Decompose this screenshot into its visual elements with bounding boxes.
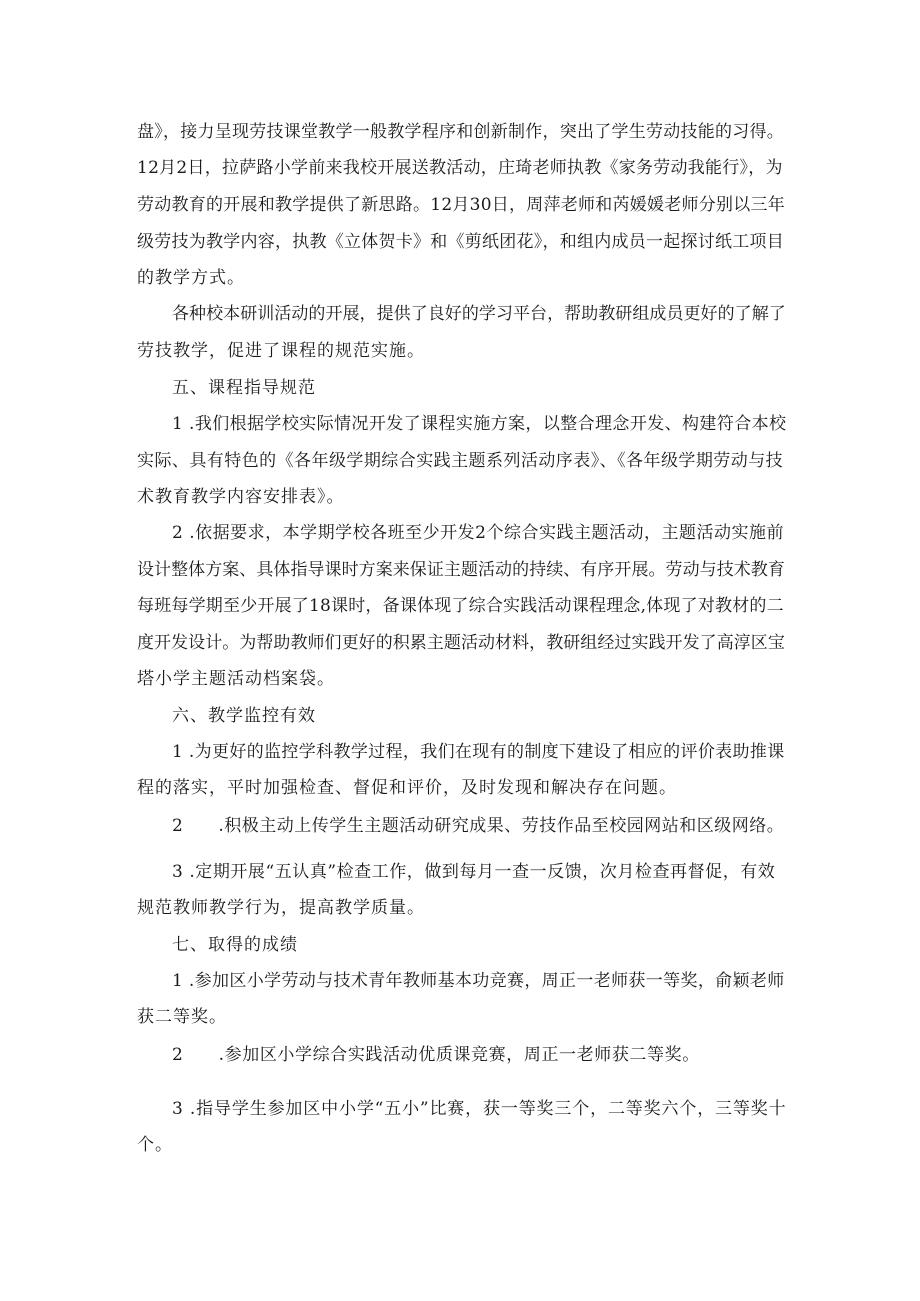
section-heading: 五、课程指导规范 <box>172 378 316 398</box>
text-line: 2 .依据要求，本学期学校各班至少开发2个综合实践主题活动，主题活动实施前 <box>172 523 784 543</box>
text-line: 程的落实，平时加强检查、督促和评价，及时发现和解决存在问题。 <box>137 778 677 798</box>
text-line: 实际、具有特色的《各年级学期综合实践主题系列活动序表》、《各年级学期劳动与技 <box>137 451 784 471</box>
section-heading: 六、教学监控有效 <box>172 706 316 726</box>
text-line: 个。 <box>137 1135 173 1155</box>
text-line: 3 .定期开展“五认真”检查工作，做到每月一查一反馈，次月检查再督促，有效 <box>172 862 776 882</box>
text-line: 2 .参加区小学综合实践活动优质课竞赛，周正一老师获二等奖。 <box>172 1045 700 1065</box>
text-line: 的教学方式。 <box>137 268 245 288</box>
section-heading: 七、取得的成绩 <box>172 935 298 955</box>
text-line: 12月2日，拉萨路小学前来我校开展送教活动，庄琦老师执教《家务劳动我能行》，为 <box>137 158 783 178</box>
text-line: 3 .指导学生参加区中小学“五小”比赛，获一等奖三个，二等奖六个，三等奖十 <box>172 1099 787 1119</box>
text-line: 术教育教学内容安排表》。 <box>137 487 345 507</box>
text-line: 2 .积极主动上传学生主题活动研究成果、劳技作品至校园网站和区级网络。 <box>172 816 785 836</box>
text-line: 1 .为更好的监控学科教学过程，我们在现有的制度下建设了相应的评价表助推课 <box>172 742 785 762</box>
text-line: 盘》，接力呈现劳技课堂教学一般教学程序和创新制作，突出了学生劳动技能的习得。 <box>137 122 784 142</box>
text-line: 级劳技为教学内容，执教《立体贺卡》和《剪纸团花》，和组内成员一起探讨纸工项目 <box>137 232 784 252</box>
text-line: 劳动教育的开展和教学提供了新思路。12月30日，周萍老师和芮媛媛老师分别以三年 <box>137 195 786 215</box>
text-line: 每班每学期至少开展了18课时，备课体现了综合实践活动课程理念,体现了对教材的二 <box>137 596 784 616</box>
text-line: 塔小学主题活动档案袋。 <box>137 669 335 689</box>
text-line: 设计整体方案、具体指导课时方案来保证主题活动的持续、有序开展。劳动与技术教育 <box>137 560 785 580</box>
text-line: 规范教师教学行为，提高教学质量。 <box>137 898 425 918</box>
text-line: 劳技教学，促进了课程的规范实施。 <box>137 341 425 361</box>
text-line: 各种校本研训活动的开展，提供了良好的学习平台，帮助教研组成员更好的了解了 <box>172 304 786 324</box>
text-line: 1 .参加区小学劳动与技术青年教师基本功竞赛，周正一老师获一等奖，俞颖老师 <box>172 971 785 991</box>
text-line: 1 .我们根据学校实际情况开发了课程实施方案，以整合理念开发、构建符合本校 <box>172 414 787 434</box>
text-line: 获二等奖。 <box>137 1007 227 1027</box>
text-line: 度开发设计。为帮助教师们更好的积累主题活动材料，教研组经过实践开发了高淳区宝 <box>137 633 785 653</box>
